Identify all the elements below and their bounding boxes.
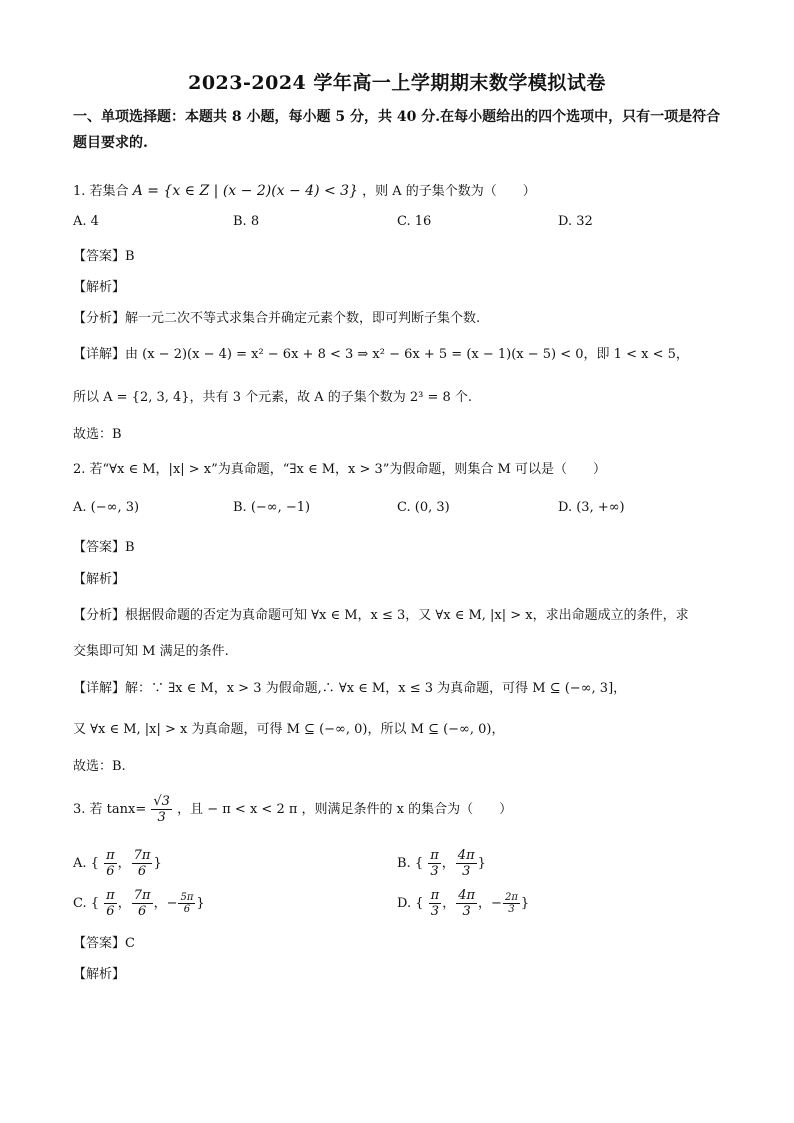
q3-stem-fraction [151, 794, 172, 825]
q1-detail-1 [73, 343, 689, 362]
page-title: 2023-2024 学年高一上学期期末数学模拟试卷 [188, 72, 606, 94]
q1-detail-2: 所以 A = {2, 3, 4}，共有 3 个元素，故 A 的子集个数为 2³ = 8 个. [73, 390, 473, 405]
q3-option-b [397, 848, 486, 879]
q3-stem-prefix: 3. 若 tanx= [73, 802, 147, 817]
q1-option-a: A. 4 [73, 214, 99, 229]
q3-d-neg: − [491, 896, 502, 911]
q2-analysis-title: 【解析】 [73, 572, 126, 587]
q2-option-b: B. (−∞, −1) [233, 500, 311, 515]
q3-c-sep2: ， [153, 896, 167, 911]
q1-option-c: C. 16 [397, 214, 432, 229]
q2-detail-2: 又 ∀x ∈ M, |x| > x 为真命题，可得 M ⊆ (−∞, 0)，所以 M ⊆ (−∞, 0)， [73, 722, 505, 737]
q3-a-frac2-den: 6 [137, 864, 147, 879]
q2-option-d: D. (3, +∞) [558, 500, 625, 515]
q3-b-sep: ， [441, 856, 455, 871]
q3-option-d [397, 888, 529, 919]
q3-option-a-label: A. { [73, 856, 99, 871]
q1-option-d: D. 32 [558, 214, 593, 229]
q1-detail-text: 由 (x − 2)(x − 4) = x² − 6x + 8 < 3 ⇒ x² − 6x + 5 = (x − 1)(x − 5) < 0，即 1 < x < 5， [125, 347, 689, 362]
q1-conclusion: 故选：B [73, 427, 122, 442]
q3-analysis-title: 【解析】 [73, 967, 126, 982]
q2-option-a: A. (−∞, 3) [73, 500, 140, 515]
q3-c-frac2-den: 6 [138, 904, 147, 919]
q3-c-close: } [196, 896, 205, 911]
q1-set-expr: A = {x ∈ Z | (x − 2)(x − 4) < 3} [132, 183, 358, 199]
q3-a-sep: ， [117, 856, 131, 871]
q1-stem-prefix: 1. 若集合 [73, 184, 129, 199]
q3-b-frac1-num: π [430, 848, 439, 863]
question-1-stem [73, 180, 536, 199]
q2-detail-1: 【详解】解：∵ ∃x ∈ M，x > 3 为假命题,∴ ∀x ∈ M，x ≤ 3 为真命题，可得 M ⊆ (−∞, 3]， [73, 681, 627, 696]
q3-b-close: } [477, 856, 486, 871]
q2-fenxi-2: 交集即可知 M 满足的条件. [73, 644, 229, 659]
q3-option-a [73, 848, 162, 879]
q1-stem-suffix: ，则 A 的子集个数为（ ） [362, 184, 536, 199]
q2-answer: 【答案】B [73, 540, 135, 555]
q3-a-close: } [153, 856, 162, 871]
q3-c-frac3-den: 6 [183, 904, 191, 915]
q3-a-frac1-den: 6 [106, 864, 115, 879]
q3-d-close: } [520, 896, 530, 911]
q1-answer: 【答案】B [73, 249, 135, 264]
q3-c-frac1-den: 6 [106, 904, 115, 919]
q3-frac-den: 3 [157, 810, 166, 825]
q1-analysis-title: 【解析】 [73, 280, 126, 295]
q3-c-sep1: ， [117, 896, 131, 911]
q2-conclusion: 故选：B. [73, 759, 126, 774]
q3-frac-num: √3 [153, 794, 170, 809]
q3-a-frac1-num: π [106, 848, 115, 863]
q3-option-b-label: B. { [397, 856, 424, 871]
q3-answer: 【答案】C [73, 936, 135, 951]
q3-d-frac3-num: 2π [504, 892, 518, 903]
q3-d-sep1: ， [442, 896, 456, 911]
q3-d-frac1-num: π [430, 888, 440, 903]
q3-c-frac1-num: π [106, 888, 115, 903]
question-3-stem [73, 794, 512, 825]
q3-c-frac3-num: 5π [180, 892, 194, 903]
q3-d-frac2-den: 3 [462, 904, 471, 919]
question-2-stem: 2. 若“∀x ∈ M，|x| > x”为真命题，“∃x ∈ M，x > 3”为假命题，则集合 M 可以是（ ） [73, 462, 606, 477]
q3-a-frac2-num: 7π [133, 848, 151, 863]
q3-b-frac2-den: 3 [462, 864, 471, 879]
q3-b-frac2-num: 4π [457, 848, 475, 863]
q1-detail-label: 【详解】 [73, 347, 126, 362]
q1-fenxi: 【分析】解一元二次不等式求集合并确定元素个数，即可判断子集个数. [73, 311, 481, 326]
q3-d-frac3-den: 3 [508, 904, 515, 915]
section-header: 一、单项选择题：本题共 8 小题，每小题 5 分，共 40 分.在每小题给出的四个选项中，只有一项是符合题目要求的. [73, 109, 721, 151]
q3-d-sep2: ， [478, 896, 492, 911]
q3-option-d-label: D. { [397, 896, 424, 911]
q2-fenxi-1: 【分析】根据假命题的否定为真命题可知 ∀x ∈ M，x ≤ 3，又 ∀x ∈ M, |x| > x，求出命题成立的条件，求 [73, 608, 689, 623]
q3-c-neg: − [166, 896, 178, 911]
q2-option-c: C. (0, 3) [397, 500, 450, 515]
q3-option-c [73, 888, 205, 919]
q3-b-frac1-den: 3 [430, 864, 439, 879]
q3-d-frac2-num: 4π [458, 888, 476, 903]
q3-d-frac1-den: 3 [430, 904, 440, 919]
q3-stem-suffix: ，且 − π < x < 2 π ，则满足条件的 x 的集合为（ ） [177, 802, 513, 817]
q3-option-c-label: C. { [73, 896, 100, 911]
q1-option-b: B. 8 [233, 214, 260, 229]
q3-c-frac2-num: 7π [133, 888, 151, 903]
